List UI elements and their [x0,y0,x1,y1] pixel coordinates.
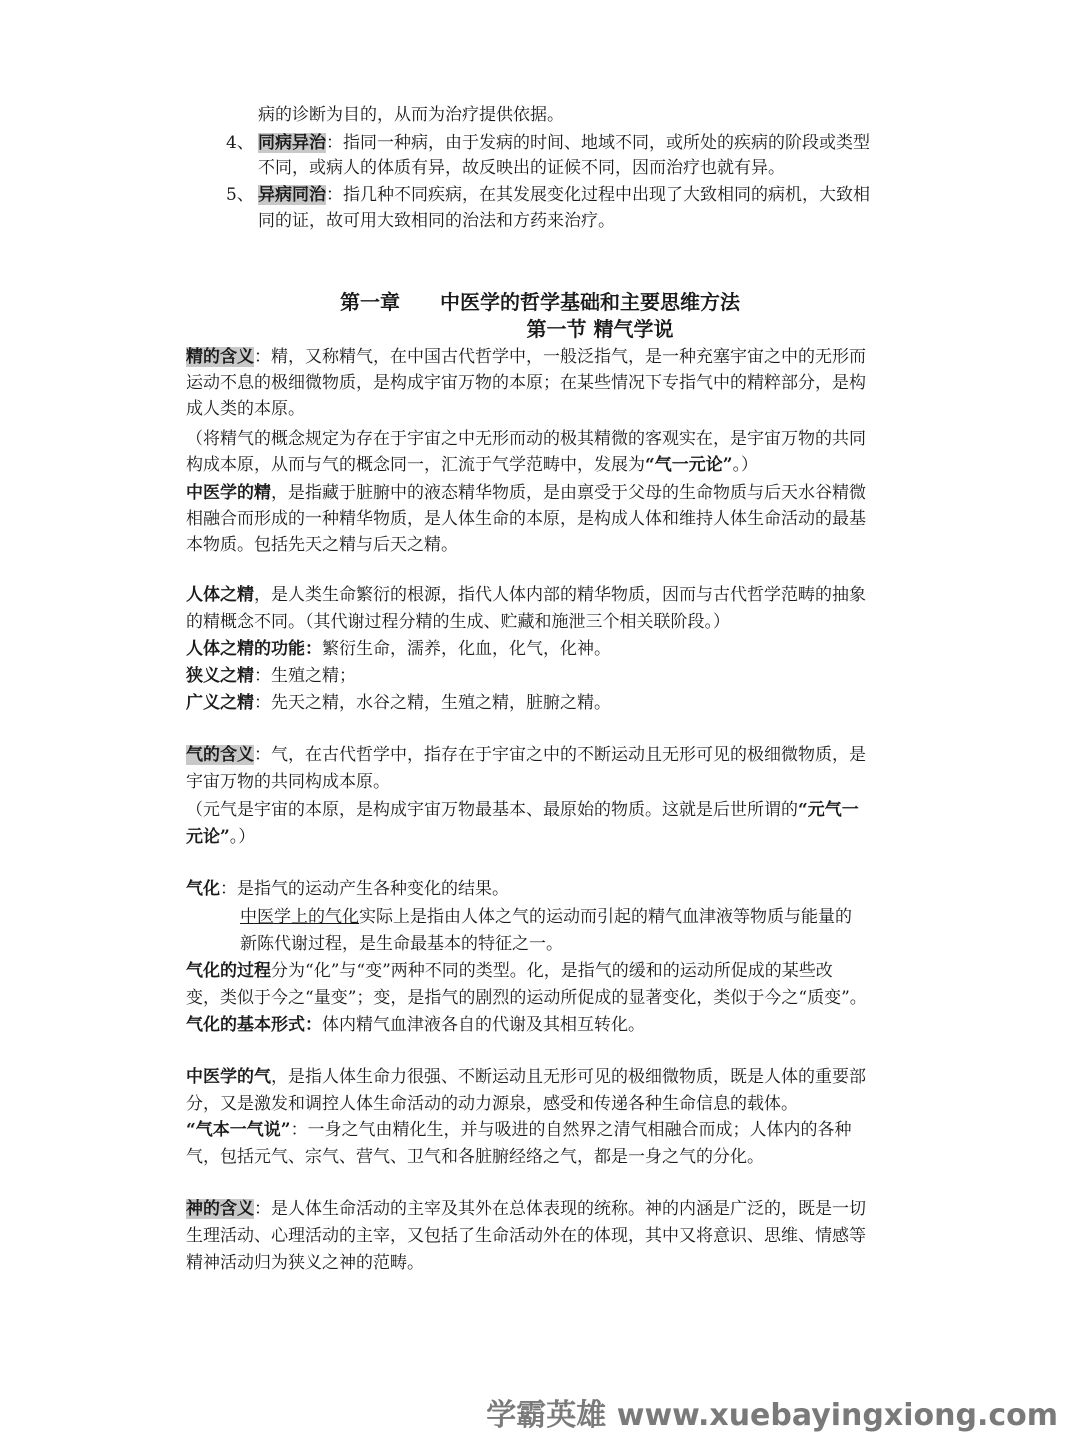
text-span: 繁衍生命，濡养，化血，化气，化神。 [322,639,611,659]
paragraph-tcm-qi [186,1066,866,1088]
text-line [186,960,833,982]
text-span: 。） [732,455,759,475]
term-highlight: 精的含义 [186,347,254,367]
term-highlight: 同病异治 [258,133,326,153]
text-line [186,692,611,714]
text-line: 分，又是激发和调控人体生命活动的动力源泉，感受和传递各种生命信息的载体。 [186,1094,798,1114]
list-number: 4、 [226,133,254,153]
text-line: 变，类似于今之“量变”；变，是指气的剧烈的运动所促成的显著变化，类似于今之“质变”。 [186,988,867,1008]
term-bold: 元论” [186,827,230,847]
text-line: 气，包括元气、宗气、营气、卫气和各脏腑经络之气，都是一身之气的分化。 [186,1147,764,1167]
text-span: ：是指气的运动产生各种变化的结果。 [220,879,509,899]
text-span: ：一身之气由精化生，并与吸进的自然界之清气相融合而成；人体内的各种 [290,1120,852,1140]
text-span: ：指同一种病，由于发病的时间、地域不同，或所处的疾病的阶段或类型 [326,133,870,153]
text-line [186,799,859,821]
watermark: 学霸英雄 www.xuebayingxiong.com [486,1398,1058,1433]
text-span: ，是人类生命繁衍的根源，指代人体内部的精华物质，因而与古代哲学范畴的抽象 [254,585,866,605]
text-span: 实际上是指由人体之气的运动而引起的精气血津液等物质与能量的 [359,907,852,927]
text-line [186,638,611,660]
term-highlight: 神的含义 [186,1199,254,1219]
term-bold: “气一元论” [645,455,733,475]
text-span: ：是人体生命活动的主宰及其外在总体表现的统称。神的内涵是广泛的，既是一切 [254,1199,866,1219]
text-span: （元气是宇宙的本原，是构成宇宙万物最基本、最原始的物质。这就是后世所谓的 [186,800,798,820]
paragraph-human-jing [186,584,866,606]
paragraph-jing [186,346,866,368]
term-underline: 中医学上的气化 [240,907,359,927]
text-line [186,1014,645,1036]
paragraph-qi [186,744,866,766]
text-line: 新陈代谢过程，是生命最基本的特征之一。 [240,934,563,954]
list-number: 5、 [226,185,254,205]
text-line: 相融合而形成的一种精华物质，是人体生命的本原，是构成人体和维持人体生命活动的最基 [186,509,866,529]
list-item-5 [258,184,870,206]
text-line: 宇宙万物的共同构成本原。 [186,772,390,792]
term-bold: 狭义之精 [186,666,254,686]
section-title: 第一节 精气学说 [526,317,674,341]
term-bold: 气化 [186,879,220,899]
list-item-4 [258,132,870,154]
term-highlight: 气的含义 [186,745,254,765]
term-bold: “元气一 [798,800,859,820]
text-span: 分为“化”与“变”两种不同的类型。化，是指气的缓和的运动所促成的某些改 [271,961,833,981]
text-span: ：精，又称精气，在中国古代哲学中，一般泛指气，是一种充塞宇宙之中的无形而 [254,347,866,367]
text-line: 生理活动、心理活动的主宰，又包括了生命活动外在的体现，其中又将意识、思维、情感等 [186,1226,866,1246]
text-span: ，是指人体生命力很强、不断运动且无形可见的极细微物质，既是人体的重要部 [271,1067,866,1087]
chapter-title: 第一章 中医学的哲学基础和主要思维方法 [340,290,740,314]
text-span: ：生殖之精； [254,666,356,686]
text-span: ：指几种不同疾病，在其发展变化过程中出现了大致相同的病机，大致相 [326,185,870,205]
text-span: 体内精气血津液各自的代谢及其相互转化。 [322,1015,645,1035]
text-span: ：先天之精，水谷之精，生殖之精，脏腑之精。 [254,693,611,713]
text-line: 同的证，故可用大致相同的治法和方药来治疗。 [258,211,615,231]
text-span: 。） [229,827,256,847]
term-bold: 人体之精 [186,585,254,605]
term-bold: “气本一气说” [186,1120,291,1140]
text-line [240,906,852,928]
text-line: 病的诊断为目的，从而为治疗提供依据。 [258,105,564,125]
text-span: ，是指藏于脏腑中的液态精华物质，是由禀受于父母的生命物质与后天水谷精微 [271,483,866,503]
term-bold: 气化的过程 [186,961,271,981]
text-line [186,1119,852,1141]
term-highlight: 异病同治 [258,185,326,205]
text-line: 精神活动归为狭义之神的范畴。 [186,1253,424,1273]
text-line: （将精气的概念规定为存在于宇宙之中无形而动的极其精微的客观实在，是宇宙万物的共同 [186,429,866,449]
text-line [186,826,255,848]
term-bold: 中医学的精 [186,483,271,503]
text-span: ：气，在古代哲学中，指存在于宇宙之中的不断运动且无形可见的极细微物质，是 [254,745,866,765]
term-bold: 气化的基本形式： [186,1015,322,1035]
text-line [186,665,356,687]
text-line: 不同，或病人的体质有异，故反映出的证候不同，因而治疗也就有异。 [258,158,785,178]
paragraph-tcm-jing [186,482,866,504]
term-bold: 人体之精的功能： [186,639,322,659]
term-bold: 广义之精 [186,693,254,713]
paragraph-shen [186,1198,866,1220]
paragraph-qihua [186,878,509,900]
text-line: 的精概念不同。（其代谢过程分精的生成、贮藏和施泄三个相关联阶段。） [186,612,730,632]
text-line [186,454,758,476]
text-span: 构成本原，从而与气的概念同一，汇流于气学范畴中，发展为 [186,455,645,475]
text-line: 成人类的本原。 [186,399,305,419]
term-bold: 中医学的气 [186,1067,271,1087]
text-line: 运动不息的极细微物质，是构成宇宙万物的本原；在某些情况下专指气中的精粹部分，是构 [186,373,866,393]
text-line: 本物质。包括先天之精与后天之精。 [186,535,458,555]
